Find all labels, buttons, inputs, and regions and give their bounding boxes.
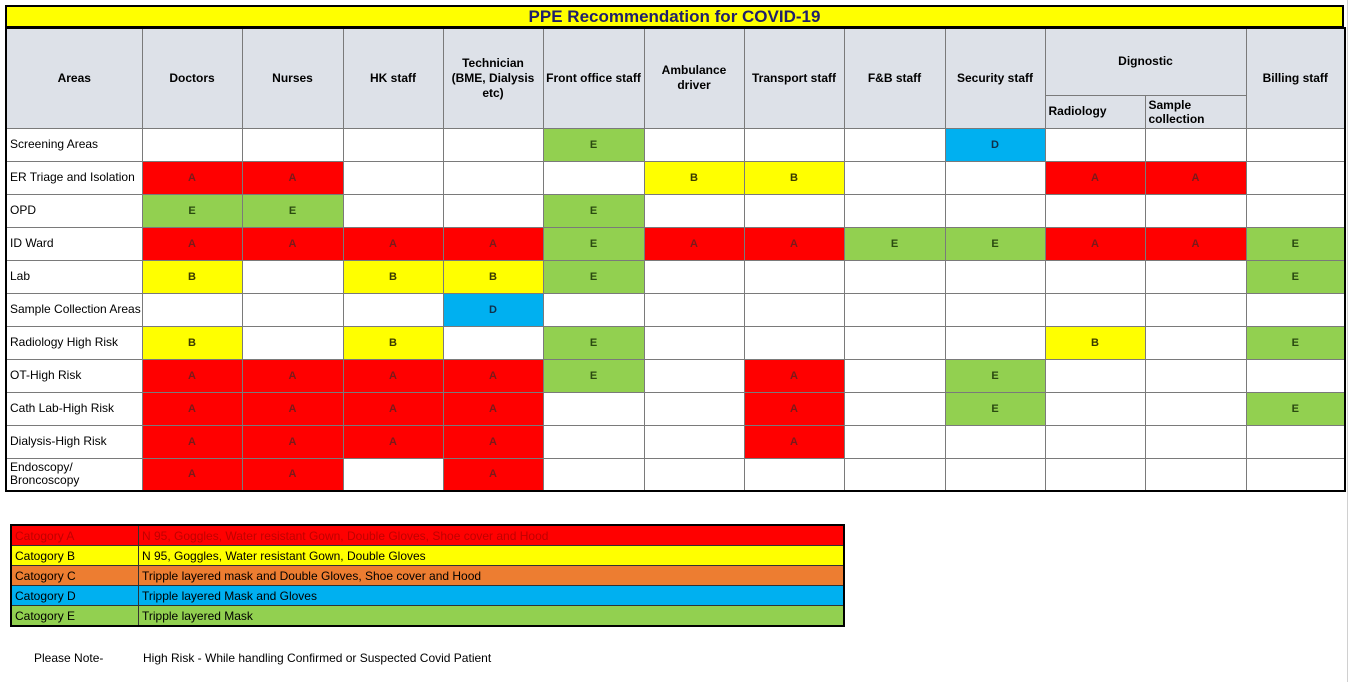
area-label: Cath Lab-High Risk	[6, 392, 142, 425]
category-cell: A	[343, 359, 443, 392]
area-label: Radiology High Risk	[6, 326, 142, 359]
category-cell	[543, 425, 644, 458]
category-cell	[644, 128, 744, 161]
area-label: OPD	[6, 194, 142, 227]
area-label: Endoscopy/ Broncoscopy	[6, 458, 142, 491]
legend-category-label: Catogory B	[11, 546, 139, 566]
header-billing-staff: Billing staff	[1246, 28, 1345, 128]
category-cell: A	[744, 359, 844, 392]
category-cell: A	[242, 359, 343, 392]
category-cell	[443, 128, 543, 161]
category-cell: B	[343, 326, 443, 359]
category-cell	[242, 128, 343, 161]
header-security-staff: Security staff	[945, 28, 1045, 128]
legend-category-label: Catogory D	[11, 586, 139, 606]
area-label: ER Triage and Isolation	[6, 161, 142, 194]
area-label: Sample Collection Areas	[6, 293, 142, 326]
header-sample-collection: Sample collection	[1145, 95, 1246, 128]
category-cell	[1246, 128, 1345, 161]
category-cell	[543, 293, 644, 326]
category-cell	[1045, 260, 1145, 293]
category-cell	[1045, 359, 1145, 392]
category-cell	[644, 392, 744, 425]
table-row	[6, 293, 1345, 326]
category-cell	[142, 293, 242, 326]
category-cell: A	[142, 359, 242, 392]
table-row	[6, 161, 1345, 194]
category-cell	[744, 458, 844, 491]
category-cell: A	[142, 227, 242, 260]
table-row	[6, 326, 1345, 359]
category-cell: A	[242, 458, 343, 491]
legend-category-label: Catogory E	[11, 606, 139, 627]
category-cell	[644, 359, 744, 392]
header-fnb-staff: F&B staff	[844, 28, 945, 128]
category-cell: A	[142, 161, 242, 194]
category-cell	[1145, 260, 1246, 293]
category-cell	[543, 161, 644, 194]
category-cell	[1145, 326, 1246, 359]
legend-description: Tripple layered mask and Double Gloves, Shoe cover and Hood	[139, 566, 845, 586]
table-row	[6, 458, 1345, 491]
legend-description: Tripple layered Mask	[139, 606, 845, 627]
category-cell: E	[1246, 326, 1345, 359]
table-row	[6, 128, 1345, 161]
category-cell: B	[343, 260, 443, 293]
category-cell	[744, 128, 844, 161]
category-cell: A	[242, 227, 343, 260]
category-legend	[10, 524, 845, 627]
category-cell: A	[343, 392, 443, 425]
ppe-matrix-table	[5, 27, 1346, 492]
category-cell	[945, 326, 1045, 359]
header-transport-staff: Transport staff	[744, 28, 844, 128]
category-cell	[744, 326, 844, 359]
category-cell: B	[142, 326, 242, 359]
category-cell: B	[142, 260, 242, 293]
category-cell: E	[543, 227, 644, 260]
header-hk-staff: HK staff	[343, 28, 443, 128]
category-cell	[343, 293, 443, 326]
table-row	[6, 425, 1345, 458]
category-cell	[644, 194, 744, 227]
category-cell: E	[1246, 260, 1345, 293]
category-cell	[242, 260, 343, 293]
category-cell	[1045, 293, 1145, 326]
category-cell: A	[1045, 161, 1145, 194]
category-cell	[1246, 161, 1345, 194]
category-cell: E	[543, 194, 644, 227]
legend-description: N 95, Goggles, Water resistant Gown, Double Gloves	[139, 546, 845, 566]
header-radiology: Radiology	[1045, 95, 1145, 128]
category-cell: A	[142, 425, 242, 458]
category-cell: A	[443, 458, 543, 491]
legend-row	[11, 586, 844, 606]
header-diagnostic: Dignostic	[1045, 28, 1246, 95]
category-cell	[443, 194, 543, 227]
category-cell	[1145, 425, 1246, 458]
category-cell	[1045, 458, 1145, 491]
category-cell	[242, 293, 343, 326]
table-row	[6, 392, 1345, 425]
header-doctors: Doctors	[142, 28, 242, 128]
page-edge-line	[1347, 0, 1348, 682]
footnote	[34, 651, 491, 665]
category-cell	[844, 161, 945, 194]
category-cell: A	[644, 227, 744, 260]
category-cell: E	[1246, 227, 1345, 260]
category-cell	[844, 359, 945, 392]
page-title: PPE Recommendation for COVID-19	[5, 5, 1344, 27]
legend-row	[11, 566, 844, 586]
area-label: Dialysis-High Risk	[6, 425, 142, 458]
category-cell	[1246, 293, 1345, 326]
category-cell: B	[1045, 326, 1145, 359]
category-cell: A	[142, 458, 242, 491]
category-cell	[1246, 425, 1345, 458]
category-cell	[1145, 128, 1246, 161]
category-cell: E	[844, 227, 945, 260]
category-cell	[1145, 194, 1246, 227]
category-cell: A	[242, 161, 343, 194]
category-cell: E	[543, 260, 644, 293]
category-cell: A	[343, 425, 443, 458]
category-cell	[343, 458, 443, 491]
area-label: Screening Areas	[6, 128, 142, 161]
category-cell: A	[242, 392, 343, 425]
header-areas: Areas	[6, 28, 142, 128]
category-cell: A	[142, 392, 242, 425]
category-cell: A	[343, 227, 443, 260]
category-cell	[945, 425, 1045, 458]
category-cell	[644, 326, 744, 359]
category-cell	[945, 161, 1045, 194]
category-cell	[1145, 458, 1246, 491]
category-cell	[945, 260, 1045, 293]
category-cell	[443, 161, 543, 194]
category-cell	[343, 128, 443, 161]
category-cell	[1045, 392, 1145, 425]
category-cell	[543, 458, 644, 491]
category-cell	[1246, 458, 1345, 491]
category-cell: E	[543, 128, 644, 161]
legend-description: N 95, Goggles, Water resistant Gown, Double Gloves, Shoe cover and Hood	[139, 525, 845, 546]
category-cell	[644, 458, 744, 491]
category-cell: E	[242, 194, 343, 227]
legend-row	[11, 606, 844, 627]
category-cell: E	[142, 194, 242, 227]
table-row	[6, 227, 1345, 260]
footnote-label: Please Note-	[34, 651, 104, 665]
category-cell	[1246, 359, 1345, 392]
category-cell	[343, 194, 443, 227]
category-cell: A	[1145, 161, 1246, 194]
category-cell	[1246, 194, 1345, 227]
category-cell: A	[1045, 227, 1145, 260]
category-cell	[142, 128, 242, 161]
category-cell: E	[945, 227, 1045, 260]
header-technician: Technician (BME, Dialysis etc)	[443, 28, 543, 128]
legend-row	[11, 546, 844, 566]
category-cell: A	[1145, 227, 1246, 260]
category-cell	[1145, 293, 1246, 326]
category-cell: B	[644, 161, 744, 194]
area-label: ID Ward	[6, 227, 142, 260]
legend-category-label: Catogory A	[11, 525, 139, 546]
category-cell	[644, 260, 744, 293]
category-cell: E	[543, 359, 644, 392]
category-cell	[945, 458, 1045, 491]
category-cell	[1045, 128, 1145, 161]
category-cell	[644, 425, 744, 458]
category-cell	[1045, 194, 1145, 227]
category-cell	[844, 425, 945, 458]
category-cell	[844, 260, 945, 293]
category-cell	[945, 194, 1045, 227]
category-cell: A	[242, 425, 343, 458]
category-cell: E	[543, 326, 644, 359]
category-cell	[242, 326, 343, 359]
category-cell: E	[945, 392, 1045, 425]
category-cell	[945, 293, 1045, 326]
category-cell: E	[1246, 392, 1345, 425]
category-cell	[844, 194, 945, 227]
footnote-text: High Risk - While handling Confirmed or Suspected Covid Patient	[143, 651, 492, 665]
category-cell: E	[945, 359, 1045, 392]
category-cell: B	[443, 260, 543, 293]
legend-description: Tripple layered Mask and Gloves	[139, 586, 845, 606]
category-cell	[1045, 425, 1145, 458]
area-label: OT-High Risk	[6, 359, 142, 392]
header-front-office: Front office staff	[543, 28, 644, 128]
table-row	[6, 359, 1345, 392]
legend-row	[11, 525, 844, 546]
category-cell	[844, 128, 945, 161]
category-cell	[744, 194, 844, 227]
category-cell: D	[945, 128, 1045, 161]
category-cell: A	[744, 425, 844, 458]
table-row	[6, 260, 1345, 293]
table-row	[6, 194, 1345, 227]
category-cell	[844, 326, 945, 359]
category-cell: A	[744, 392, 844, 425]
category-cell: A	[744, 227, 844, 260]
category-cell	[744, 260, 844, 293]
category-cell	[543, 392, 644, 425]
category-cell	[443, 326, 543, 359]
category-cell	[844, 293, 945, 326]
category-cell	[1145, 359, 1246, 392]
category-cell	[1145, 392, 1246, 425]
header-nurses: Nurses	[242, 28, 343, 128]
category-cell: A	[443, 227, 543, 260]
category-cell	[844, 392, 945, 425]
area-label: Lab	[6, 260, 142, 293]
category-cell: A	[443, 392, 543, 425]
header-ambulance-driver: Ambulance driver	[644, 28, 744, 128]
category-cell: A	[443, 425, 543, 458]
category-cell	[343, 161, 443, 194]
legend-category-label: Catogory C	[11, 566, 139, 586]
category-cell: B	[744, 161, 844, 194]
category-cell	[744, 293, 844, 326]
category-cell: A	[443, 359, 543, 392]
category-cell: D	[443, 293, 543, 326]
category-cell	[644, 293, 744, 326]
category-cell	[844, 458, 945, 491]
ppe-table-body	[6, 128, 1345, 491]
